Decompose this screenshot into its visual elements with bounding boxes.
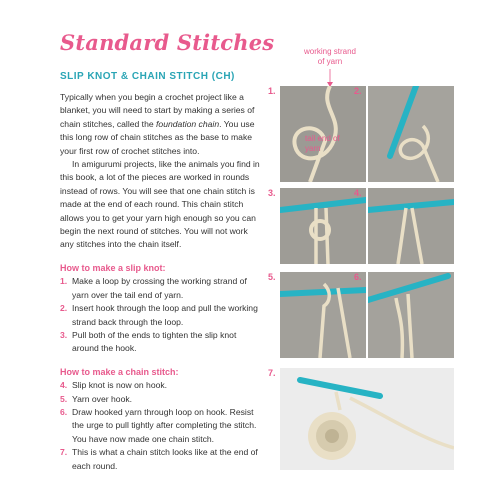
- step-text: This is what a chain stitch looks like at the end of each round.: [72, 447, 258, 471]
- step-text: Insert hook through the loop and pull the working strand back through the loop.: [72, 303, 258, 327]
- photo-label-3: 3.: [268, 188, 276, 198]
- hook-through-loop-illustration: [368, 86, 454, 182]
- photo-label-4: 4.: [354, 188, 362, 198]
- intro-text: . You use this long row of chain stitches as the base to make your first row of crochet stitches into.: [60, 118, 255, 156]
- intro-paragraph-2: In amigurumi projects, like the animals you find in this book, a lot of the pieces are worked in rounds instead of rows. You will see that one chain stitch is made at the end of each round. This chain stitch allows you to get your yarn high enough so you can begin the next round of stitches. You will not work any stitches into the chain itself.: [60, 159, 260, 250]
- yarn-over-hook-illustration: [280, 272, 366, 358]
- step-text: Draw hooked yarn through loop on hook. Resist the urge to pull tightly after completing the stitch. You have now made one chain stitch.: [72, 406, 257, 444]
- photo-label-2: 2.: [354, 86, 362, 96]
- step-number: 3.: [60, 329, 68, 340]
- step-number: 1.: [60, 276, 68, 287]
- step-number: 7.: [60, 447, 68, 458]
- draw-through-loop-illustration: [368, 272, 454, 358]
- foundation-chain-term: foundation chain: [156, 118, 220, 129]
- tightened-slip-knot-illustration: [280, 188, 366, 264]
- photo-label-1: 1.: [268, 86, 276, 96]
- photo-step-5: [280, 272, 366, 358]
- photo-step-3: [280, 188, 366, 264]
- page-title: Standard Stitches: [60, 30, 275, 55]
- step-text: Pull both of the ends to tighten the slip knot around the hook.: [72, 329, 237, 354]
- section-heading: SLIP KNOT & CHAIN STITCH (CH): [60, 71, 235, 82]
- photo-step-6: [368, 272, 454, 358]
- step-number: 5.: [60, 393, 68, 404]
- step-number: 6.: [60, 406, 68, 417]
- step-text: Slip knot is now on hook.: [72, 380, 168, 391]
- chain-stitch-round-illustration: [280, 368, 454, 470]
- step-text: Make a loop by crossing the working strand of yarn over the tail end of yarn.: [72, 276, 247, 300]
- photo-label-5: 5.: [268, 272, 276, 282]
- photo-label-6: 6.: [354, 272, 362, 282]
- chain-stitch-heading: How to make a chain stitch:: [60, 366, 179, 377]
- slip-knot-on-hook-illustration: [368, 188, 454, 264]
- photo-label-7: 7.: [268, 368, 276, 378]
- intro-text: Typically when you begin a crochet project like a blanket, you will need to start by making a series of chain stitches, called the: [60, 92, 255, 129]
- photo-step-4: [368, 188, 454, 264]
- working-strand-annotation: working strand of yarn: [303, 47, 357, 66]
- photo-step-7: [280, 368, 454, 470]
- step-number: 4.: [60, 380, 68, 391]
- tail-end-annotation: tail end of yarn: [305, 134, 340, 153]
- step-text: Yarn over hook.: [72, 393, 133, 404]
- slip-knot-heading: How to make a slip knot:: [60, 262, 166, 273]
- step-number: 2.: [60, 303, 68, 314]
- photo-step-2: [368, 86, 454, 182]
